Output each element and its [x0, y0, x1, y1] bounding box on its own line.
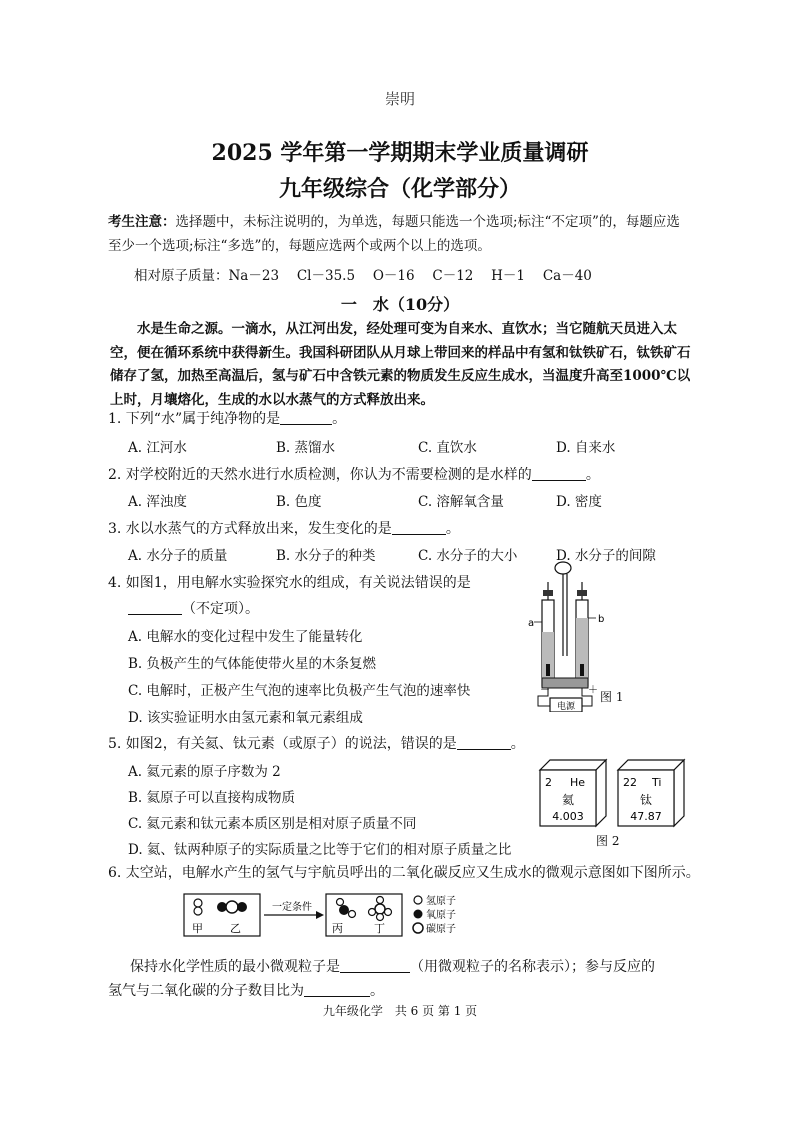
answer-blank[interactable] [128, 600, 182, 615]
question-2-end: 。 [585, 467, 600, 483]
q5-option-c[interactable]: C. 氦元素和钛元素本质区别是相对原子质量不同 [128, 816, 417, 832]
titanium-number: 22 [623, 776, 637, 789]
question-3-end: 。 [445, 521, 460, 537]
exam-subtitle: 九年级综合（化学部分） [278, 176, 521, 202]
legend-carbon: 碳原子 [426, 924, 456, 935]
power-source-label: 电源 [556, 702, 576, 712]
titanium-mass: 47.87 [630, 810, 662, 823]
oxygen-atom-icon [414, 910, 423, 919]
legend-oxygen: 氧原子 [426, 910, 456, 921]
figure-2-caption: 图 2 [596, 834, 620, 848]
question-1-end: 。 [332, 411, 347, 427]
q3-option-d[interactable]: D. 水分子的间隙 [556, 548, 656, 564]
q2-option-c[interactable]: C. 溶解氧含量 [418, 494, 504, 510]
question-5-stem [108, 733, 525, 753]
q1-option-b[interactable]: B. 蒸馏水 [276, 440, 336, 456]
electrolysis-apparatus-figure [528, 560, 658, 712]
carbon-atom-icon [413, 923, 423, 933]
page-footer: 九年级化学 共 6 页 第 1 页 [322, 1004, 478, 1018]
figure-1-caption: 图 1 [600, 690, 624, 704]
question-3-stem [108, 518, 460, 538]
question-5-end: 。 [510, 736, 525, 752]
question-5-text: 5. 如图2，有关氦、钛元素（或原子）的说法，错误的是 [108, 736, 457, 752]
helium-symbol: He [570, 776, 586, 789]
q6-prompt-a: 保持水化学性质的最小微观粒子是 [130, 959, 340, 975]
answer-blank[interactable] [532, 466, 586, 481]
q3-option-a[interactable]: A. 水分子的质量 [128, 548, 228, 564]
exam-title: 2025 学年第一学期期末学业质量调研 [211, 140, 589, 166]
q6-prompt-c: 氢气与二氧化碳的分子数目比为 [108, 983, 304, 999]
negative-terminal: － [540, 685, 550, 696]
answer-blank[interactable] [392, 520, 446, 535]
q5-option-a[interactable]: A. 氦元素的原子序数为 2 [128, 764, 281, 780]
question-1-text: 1. 下列“水”属于纯净物的是 [108, 411, 281, 427]
element-cells-figure [536, 754, 716, 828]
helium-mass: 4.003 [552, 810, 584, 823]
question-6-answer-line-2 [108, 980, 384, 1000]
q4-option-c[interactable]: C. 电解时，正极产生气泡的速率比负极产生气泡的速率快 [128, 683, 471, 699]
answer-blank[interactable] [304, 982, 370, 997]
hydrogen-atom-icon [414, 896, 422, 904]
answer-blank[interactable] [457, 735, 511, 750]
school-name: 崇明 [384, 90, 415, 108]
atom-legend [413, 894, 456, 935]
reactant-1-label: 甲 [192, 922, 203, 935]
question-4-stem: 4. 如图1，用电解水实验探究水的组成，有关说法错误的是 [108, 575, 471, 591]
helium-cell [540, 760, 606, 826]
titanium-symbol: Ti [652, 776, 662, 789]
titanium-cell [618, 760, 684, 826]
q5-option-d[interactable]: D. 氦、钛两种原子的实际质量之比等于它们的相对原子质量之比 [128, 842, 512, 858]
q1-option-a[interactable]: A. 江河水 [128, 440, 187, 456]
atomic-masses: 相对原子质量：Na－23 Cl－35.5 O－16 C－12 H－1 Ca－40 [134, 268, 592, 284]
reaction-condition: 一定条件 [272, 902, 312, 913]
reactant-2-label: 乙 [230, 922, 241, 935]
question-4-line2 [128, 598, 259, 618]
question-4-note: （不定项）。 [182, 601, 259, 617]
q3-option-c[interactable]: C. 水分子的大小 [418, 548, 518, 564]
product-2-label: 丁 [374, 922, 385, 935]
intro-paragraph: 水是生命之源。一滴水，从江河出发，经处理可变为自来水、直饮水；当它随航天员进入太空，便在循环系统中获得新生。我国科研团队从月球上带回来的样品中有氢和钛铁矿石，钛铁矿石储存了氢，加热至高温后，氢与矿石中含铁元素的物质发生反应生成水，当温度升高至1000℃以上时，月壤熔化，生成的水以水蒸气的方式释放出来。 [110, 321, 691, 408]
carbon-dioxide-molecule [217, 901, 247, 913]
product-1-label: 丙 [332, 922, 343, 935]
question-3-text: 3. 水以水蒸气的方式释放出来，发生变化的是 [108, 521, 392, 537]
section-title: 一 水（10分） [340, 295, 460, 314]
q4-option-b[interactable]: B. 负极产生的气体能使带火星的木条复燃 [128, 656, 377, 672]
question-6-answer-line-1 [130, 956, 655, 976]
answer-blank[interactable] [280, 410, 332, 425]
question-2-text: 2. 对学校附近的天然水进行水质检测，你认为不需要检测的是水样的 [108, 467, 532, 483]
helium-name: 氦 [561, 793, 575, 807]
q5-option-b[interactable]: B. 氦原子可以直接构成物质 [128, 790, 296, 806]
q2-option-d[interactable]: D. 密度 [556, 494, 602, 510]
q1-option-c[interactable]: C. 直饮水 [418, 440, 477, 456]
q1-option-d[interactable]: D. 自来水 [556, 440, 616, 456]
candidate-notice [108, 210, 693, 258]
question-1-stem [108, 408, 346, 428]
q2-option-a[interactable]: A. 浑浊度 [128, 494, 187, 510]
helium-number: 2 [545, 776, 552, 789]
positive-terminal: ＋ [588, 685, 598, 696]
notice-text: 选择题中，未标注说明的，为单选，每题只能选一个选项;标注“不定项”的，每题应选至少一个选项;标注“多选”的，每题应选两个或两个以上的选项。 [108, 214, 680, 254]
q6-prompt-end: 。 [370, 983, 384, 999]
q2-option-b[interactable]: B. 色度 [276, 494, 322, 510]
question-2-stem [108, 464, 600, 484]
q3-option-b[interactable]: B. 水分子的种类 [276, 548, 376, 564]
q4-option-d[interactable]: D. 该实验证明水由氢元素和氧元素组成 [128, 710, 363, 726]
legend-hydrogen: 氢原子 [426, 896, 456, 907]
q4-option-a[interactable]: A. 电解水的变化过程中发生了能量转化 [128, 629, 363, 645]
reaction-micro-diagram [180, 890, 480, 940]
label-b: b [598, 614, 605, 625]
titanium-name: 钛 [639, 793, 653, 807]
answer-blank[interactable] [340, 958, 410, 973]
q6-prompt-b: （用微观粒子的名称表示）；参与反应的 [410, 959, 655, 975]
notice-label: 考生注意： [108, 214, 176, 230]
question-6-stem: 6. 太空站，电解水产生的氢气与宇航员呼出的二氧化碳反应又生成水的微观示意图如下图所示。 [108, 865, 700, 881]
label-a: a [528, 618, 535, 629]
